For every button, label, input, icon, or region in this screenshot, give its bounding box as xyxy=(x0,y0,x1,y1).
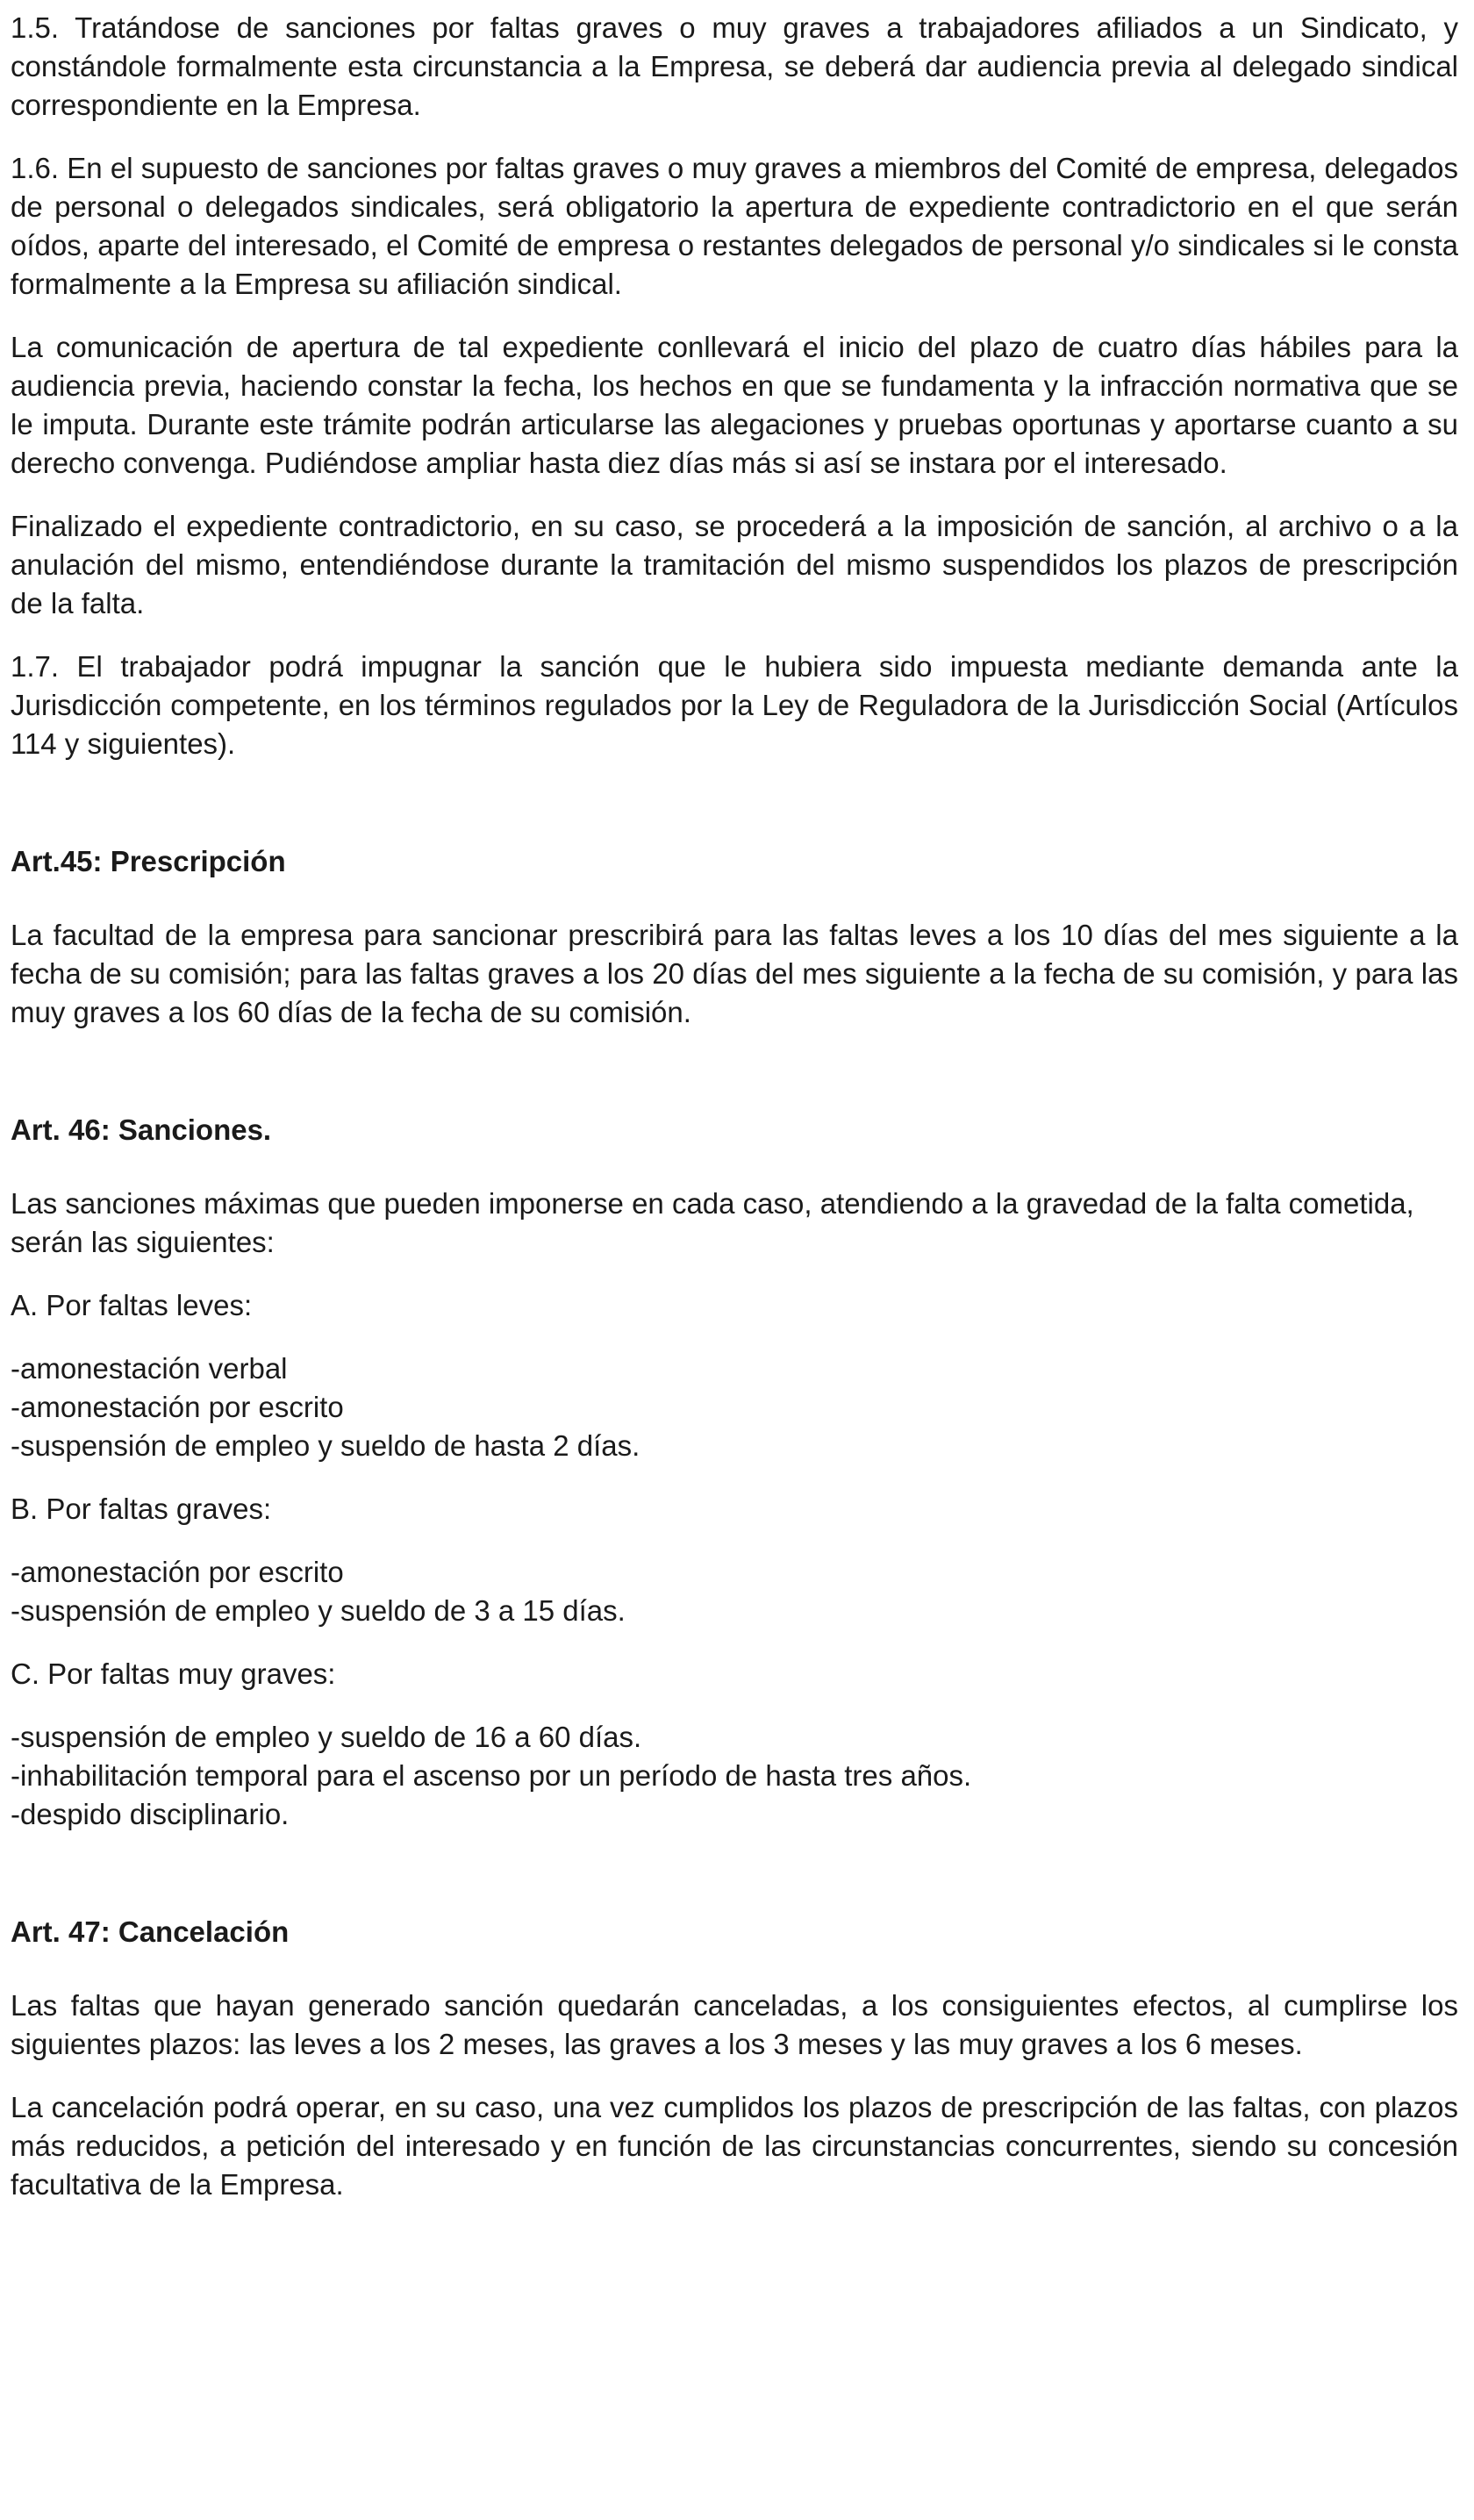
art46-group-b-label: B. Por faltas graves: xyxy=(11,1493,272,1525)
paragraph-1-7: 1.7. El trabajador podrá impugnar la sanción que le hubiera sido impuesta mediante demanda ante la Jurisdicción competente, en los términos regulados por la Ley de Reguladora de la Jurisdicción Social (Artículos 114 y siguientes). xyxy=(11,650,1458,760)
art46-group-b-list xyxy=(11,1553,1458,1630)
art46-intro: Las sanciones máximas que pueden imponerse en cada caso, atendiendo a la gravedad de la falta cometida, serán las siguientes: xyxy=(11,1187,1414,1258)
paragraph-comunicacion: La comunicación de apertura de tal expediente conllevará el inicio del plazo de cuatro días hábiles para la audiencia previa, haciendo constar la fecha, los hechos en que se fundamenta y la infracción normativa que se le imputa. Durante este trámite podrán articularse las alegaciones y pruebas oportunas y aportarse cuanto a su derecho convenga. Pudiéndose ampliar hasta diez días más si así se instara por el interesado. xyxy=(11,331,1458,479)
document-page xyxy=(11,9,1458,2229)
art47-body-2: La cancelación podrá operar, en su caso, una vez cumplidos los plazos de prescripción de las faltas, con plazos más reducidos, a petición del interesado y en función de las circunstancias concurrentes, siendo su concesión facultativa de la Empresa. xyxy=(11,2091,1458,2201)
art46-group-c-label: C. Por faltas muy graves: xyxy=(11,1657,336,1690)
paragraph-1-5: 1.5. Tratándose de sanciones por faltas graves o muy graves a trabajadores afiliados a un Sindicato, y constándole formalmente esta circunstancia a la Empresa, se deberá dar audiencia previa al delegado sindical correspondiente en la Empresa. xyxy=(11,11,1458,121)
list-item: -suspensión de empleo y sueldo de 16 a 60 días. xyxy=(11,1721,642,1753)
paragraph-finalizado: Finalizado el expediente contradictorio, en su caso, se procederá a la imposición de sanción, al archivo o a la anulación del mismo, entendiéndose durante la tramitación del mismo suspendidos los plazos de prescripción de la falta. xyxy=(11,510,1458,619)
list-item: -despido disciplinario. xyxy=(11,1798,290,1830)
art45-title: Art.45: Prescripción xyxy=(11,845,286,877)
list-item: -suspensión de empleo y sueldo de hasta 2 días. xyxy=(11,1429,640,1462)
paragraph-1-6: 1.6. En el supuesto de sanciones por faltas graves o muy graves a miembros del Comité de empresa, delegados de personal o delegados sindicales, será obligatorio la apertura de expediente contradictorio en el que serán oídos, aparte del interesado, el Comité de empresa o restantes delegados de personal y/o sindicales si le consta formalmente a la Empresa su afiliación sindical. xyxy=(11,152,1458,300)
art45-body: La facultad de la empresa para sancionar prescribirá para las faltas leves a los 10 días del mes siguiente a la fecha de su comisión; para las faltas graves a los 20 días del mes siguiente a la fecha de su comisión, y para las muy graves a los 60 días de la fecha de su comisión. xyxy=(11,919,1458,1028)
art46-title: Art. 46: Sanciones. xyxy=(11,1113,272,1146)
list-item: -amonestación verbal xyxy=(11,1352,288,1385)
art46-group-a-label: A. Por faltas leves: xyxy=(11,1289,253,1321)
list-item: -suspensión de empleo y sueldo de 3 a 15 días. xyxy=(11,1594,626,1627)
list-item: -amonestación por escrito xyxy=(11,1391,344,1423)
art47-title: Art. 47: Cancelación xyxy=(11,1915,290,1948)
art47-body-1: Las faltas que hayan generado sanción quedarán canceladas, a los consiguientes efectos, al cumplirse los siguientes plazos: las leves a los 2 meses, las graves a los 3 meses y las muy graves a los 6 meses. xyxy=(11,1989,1458,2060)
list-item: -inhabilitación temporal para el ascenso por un período de hasta tres años. xyxy=(11,1759,972,1792)
art46-group-c-list xyxy=(11,1718,1458,1834)
art46-group-a-list xyxy=(11,1349,1458,1465)
list-item: -amonestación por escrito xyxy=(11,1556,344,1588)
